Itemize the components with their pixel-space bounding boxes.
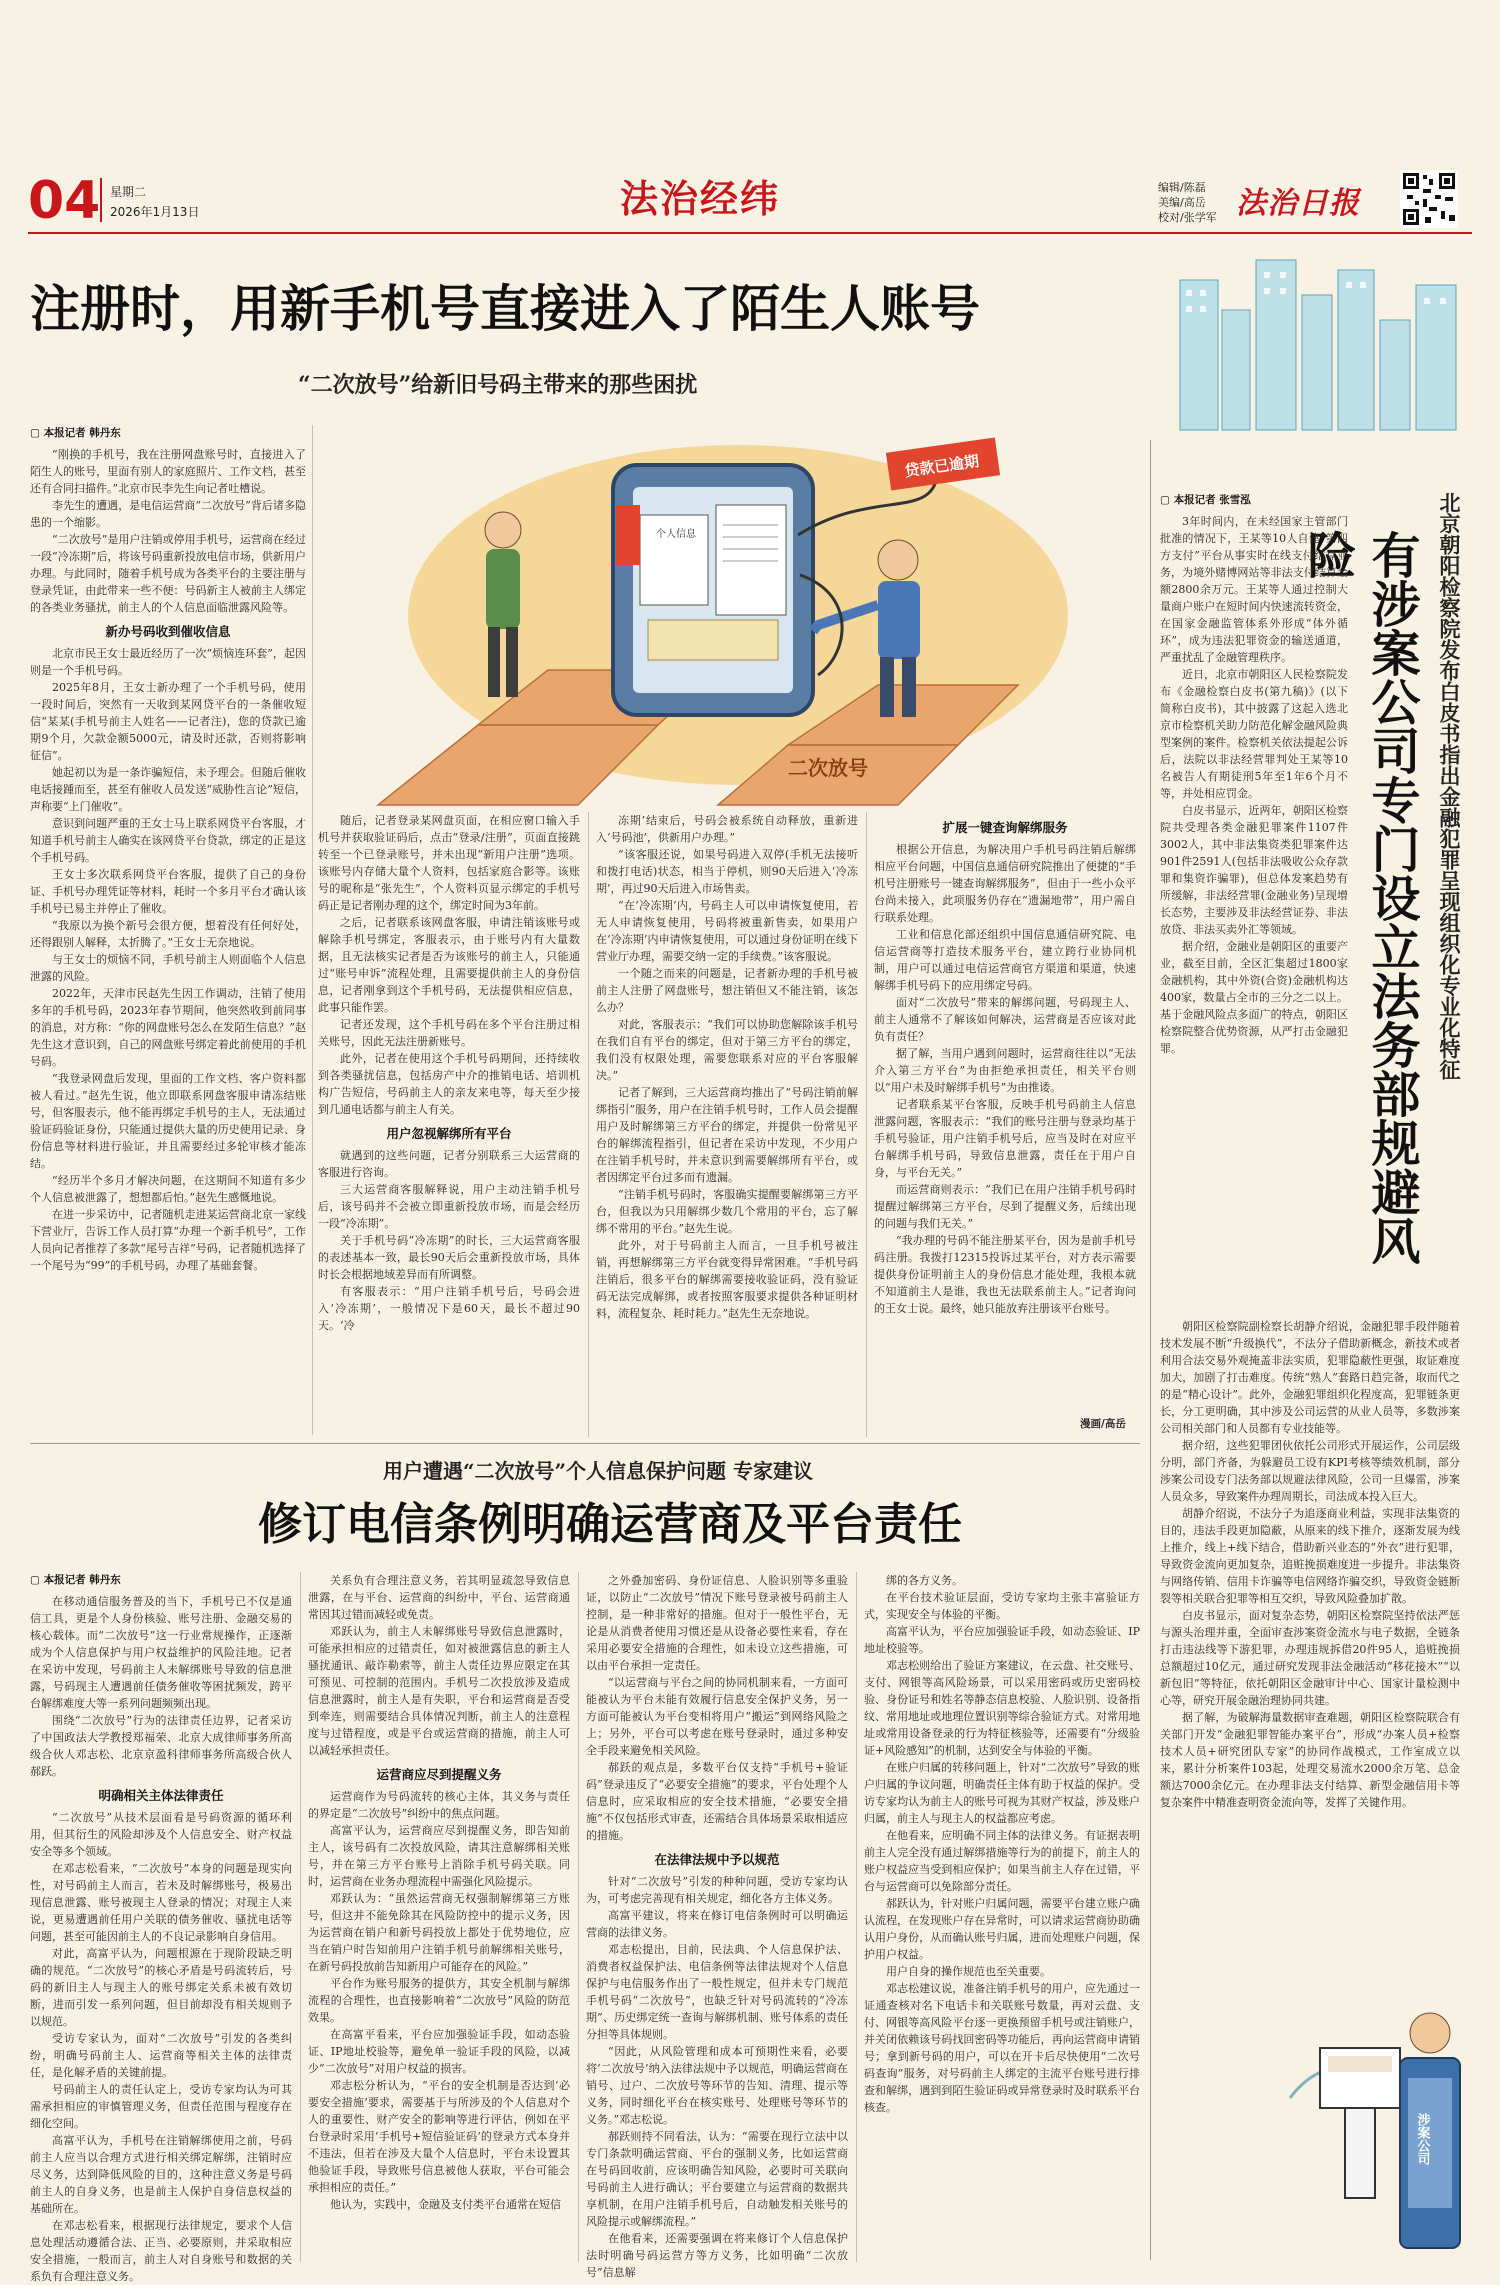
paragraph: 在账户归属的转移问题上，针对“二次放号”导致的账户归属的争议问题，明确责任主体有助于权益的保护。受访专家均认为前主人的账号可视为其财产权益，涉及账户归属，前主人与现主人的权益都应考虑。 bbox=[864, 1761, 1140, 1825]
article1-col3 bbox=[596, 812, 858, 1437]
paragraph: 据了解，为破解海量数据审查难题，朝阳区检察院联合有关部门开发“金融犯罪智能办案平台”，形成“办案人员+检察技术人员+研究团队专家”的协同作战模式，工作室成立以来，累计分析案件103起，处理交易流水2000余万笔、总金额达7000余亿元。在办理非法支付结算、新型金融信用卡等复杂案件中精准查明资金流向等，发挥了关键作用。 bbox=[1160, 1711, 1460, 1809]
paragraph: 关系负有合理注意义务，若其明显疏忽导致信息泄露，在与平台、运营商的纠纷中，平台、运营商通常因其过错而减轻或免责。 bbox=[308, 1574, 570, 1621]
article1-byline: ▢ 本报记者 韩丹东 bbox=[30, 427, 121, 439]
paragraph: “因此，从风险管理和成本可预期性来看，必要将‘二次放号’纳入法律法规中予以规范，明确运营商在销号、过户、二次放号等环节的告知、清理、提示等义务，同时细化平台在核实账号、处理账号等环节的义务。”邓志松说。 bbox=[586, 2045, 848, 2126]
paragraph: 此外，记者在使用这个手机号码期间，还持续收到各类骚扰信息，包括房产中介的推销电话、培训机构广告短信，号码前主人的亲友来电等，每天至少接到几通电话都与前主人有关。 bbox=[318, 1052, 580, 1116]
article1-col4 bbox=[874, 812, 1136, 1412]
paragraph: 在他看来，还需要强调在将来修订个人信息保护法时明确号码运营方等方义务，比如明确“二次放号”信息解 bbox=[586, 2232, 848, 2279]
vertical-rule bbox=[100, 178, 102, 222]
paragraph: “二次放号”是用户注销或停用手机号，运营商在经过一段“冷冻期”后，将该号码重新投放电信市场，供新用户办理。与此同时，随着手机号成为各类平台的主要注册与登录凭证，由此带来一些不便：号码新主人被前主人绑定的各类业务骚扰，前主人的个人信息面临泄露风险等。 bbox=[30, 533, 306, 614]
paragraph: 邓志松分析认为，“平台的安全机制是否达到‘必要安全措施’要求，需要基于与所涉及的个人信息对个人的重要性、财产安全的影响等进行评估，例如在平台登录时采用‘手机号+短信验证码’的登录方式本身并不违法，但若在涉及大量个人信息时，平台未设置其他验证手段，导致账号信息被他人获取，平台可能会承担相应的责任。” bbox=[308, 2079, 570, 2194]
paragraph: 记者还发现，这个手机号码在多个平台注册过相关账号，因此无法注册新账号。 bbox=[318, 1018, 580, 1048]
paragraph: 此外，对于号码前主人而言，一旦手机号被注销，再想解绑第三方平台就变得异常困难。“手机号码注销后，很多平台的解绑需要接收验证码，没有验证码无法完成解绑，或者按照客服要求提供各种证明材料，流程复杂、耗时耗力。”赵先生无奈地说。 bbox=[596, 1239, 858, 1320]
column-divider bbox=[312, 425, 313, 1435]
paragraph: 王女士多次联系网贷平台客服，提供了自己的身份证、手机号办理凭证等材料，耗时一个多月平台才确认该手机号已易主并停止了催收。 bbox=[30, 868, 306, 915]
paragraph: 郝跃的观点是，多数平台仅支持“手机号+验证码”登录违反了“必要安全措施”的要求，平台处理个人信息时，应采取相应的安全技术措施，“必要安全措施”不仅包括形式审查，还需结合具体场景采取相适应的措施。 bbox=[586, 1761, 848, 1842]
article2-byline: ▢ 本报记者 韩丹东 bbox=[30, 1574, 121, 1586]
paragraph: 白皮书显示，近两年，朝阳区检察院共受理各类金融犯罪案件1107件3002人，其中非法集资类犯罪案件达901件2591人(包括非法吸收公众存款罪和集资诈骗罪)，但总体发案趋势有所缓解，非法经营罪(金融业务)呈现增长态势，主要涉及非法经营证券、非法放贷、非法买卖外汇等领域。 bbox=[1160, 804, 1348, 936]
subheading: 运营商应尽到提醒义务 bbox=[376, 1767, 502, 1782]
paragraph: 高富平认为，平台应加强验证手段，如动态验证、IP地址校验等。 bbox=[864, 1625, 1140, 1655]
paragraph: “经历半个多月才解决问题，在这期间不知道有多少个人信息被泄露了，想想都后怕。”赵先生感慨地说。 bbox=[30, 1174, 306, 1204]
column-divider bbox=[866, 812, 867, 1437]
paragraph: 随后，记者登录某网盘页面，在相应窗口输入手机号并获取验证码后，点击“登录/注册”，页面直接跳转至一个已登录账号，并未出现“新用户注册”选项。该账号内存储大量个人资料，包括家庭合影等。该账号的昵称是“张先生”，个人资料页显示绑定的手机号码正是记者刚办理的这个，绑定时间为3年前。 bbox=[318, 814, 580, 912]
illustration-form-label: 个人信息 bbox=[656, 529, 696, 540]
paragraph: 在平台技术验证层面，受访专家均主张丰富验证方式，实现安全与体验的平衡。 bbox=[864, 1591, 1140, 1621]
column-divider bbox=[588, 812, 589, 1437]
column-divider bbox=[300, 1572, 301, 2262]
paragraph: 根据公开信息，为解决用户手机号码注销后解绑相应平台问题，中国信息通信研究院推出了便捷的“手机号注册账号一键查询解绑服务”，但由于一些小众平台尚未接入，此项服务仍存在“遗漏地带”，用户需自行联系处理。 bbox=[874, 843, 1136, 924]
paragraph: 号码前主人的责任认定上，受访专家均认为可其需承担相应的审慎管理义务，但责任范围与程度存在细化空间。 bbox=[30, 2083, 292, 2130]
paragraph: “该客服还说，如果号码进入双停(手机无法接听和拨打电话)状态，相当于停机，则90天后进入‘冷冻期’，再过90天后进入市场售卖。 bbox=[596, 848, 858, 895]
subheading: 用户忽视解绑所有平台 bbox=[386, 1126, 512, 1141]
paragraph: “刚换的手机号，我在注册网盘账号时，直接进入了陌生人的账号，里面有别人的家庭照片、工作文档，甚至还有合同扫描件。”北京市民李先生向记者吐槽说。 bbox=[30, 448, 306, 495]
article2-col1 bbox=[30, 1572, 292, 2283]
seal-label: 涉案公司 bbox=[1414, 2113, 1430, 2165]
paragraph: 在邓志松看来，根据现行法律规定，要求个人信息处理活动遵循合法、正当、必要原则，并采取相应安全措施，一般而言，前主人对自身账号和数据的关系负有合理注意义务。 bbox=[30, 2219, 292, 2283]
paragraph: 他认为，实践中，金融及支付类平台通常在短信 bbox=[330, 2198, 561, 2211]
paragraph: 就遇到的这些问题，记者分别联系三大运营商的客服进行咨询。 bbox=[318, 1149, 580, 1179]
paragraph: “我登录网盘后发现，里面的工作文档、客户资料都被人看过。”赵先生说，他立即联系网盘客服申请冻结账号，但客服表示，他不能再绑定手机号的主人，无法通过验证码验证身份，只能通过提供大量的历史使用记录、身份信息等材料进行验证，并且需要经过多轮审核才能冻结。 bbox=[30, 1072, 306, 1170]
section-title: 法治经纬 bbox=[620, 177, 781, 221]
paragraph: 据了解，当用户遇到问题时，运营商往往以“无法介入第三方平台”为由拒绝承担责任，相关平台则以“用户未及时解绑手机号”为由推诿。 bbox=[874, 1047, 1136, 1094]
paragraph: 朝阳区检察院副检察长胡静介绍说，金融犯罪手段伴随着技术发展不断“升级换代”，不法分子借助新概念，新技术或者利用合法交易外观掩盖非法实质，犯罪隐蔽性更强，取证难度加大，加剧了打击难度。传统“熟人”套路日趋完备，取而代之的是“精心设计”。此外，金融犯罪组织化程度高，犯罪链条更长，分工更明确，其中涉及公司运营的从业人员等，多数涉案公司相关部门和人员都有专业技能等。 bbox=[1160, 1320, 1460, 1435]
paragraph: 北京市民王女士最近经历了一次“烦恼连环套”，起因则是一个手机号码。 bbox=[30, 647, 306, 677]
paragraph: 郝跃则持不同看法，认为：“需要在现行立法中以专门条款明确运营商、平台的强制义务，比如运营商在号码回收前，应该明确告知风险，必要时可关联向号码前主人进行确认；平台要建立与运营商的数据共享机制，在用户注销手机号后，自动触发相关账号的风险提示或解绑流程。” bbox=[586, 2130, 848, 2228]
paragraph: 邓跃认为：“虽然运营商无权强制解绑第三方账号，但这并不能免除其在风险防控中的提示义务，因为运营商在销户和新号码投放上都处于优势地位，应当在销户时告知前用户注销手机号前解绑相关账号，在新号码投放前告知新用户可能存在的风险。” bbox=[308, 1892, 570, 1973]
paragraph: 工业和信息化部还组织中国信息通信研究院、电信运营商等打造技术服务平台，建立跨行业协同机制，用户可以通过电信运营商官方渠道和渠道，快速解绑手机号码下的应用绑定号码。 bbox=[874, 928, 1136, 992]
paragraph: 关于手机号码“冷冻期”的时长，三大运营商客服的表述基本一致，最长90天后会重新投放市场，具体时长会根据地域差异而有所调整。 bbox=[318, 1234, 580, 1281]
paragraph: “在‘冷冻期’内，号码主人可以申请恢复使用，若无人申请恢复使用，号码将被重新售卖，如果用户在‘冷冻期’内申请恢复使用，可以通过身份证明在线下营业厅办理，需要交纳一定的手续费。”该客服说。 bbox=[596, 899, 858, 963]
article2-kicker: 用户遭遇“二次放号”个人信息保护问题 专家建议 bbox=[383, 1459, 813, 1483]
paragraph: 3年时间内，在未经国家主管部门批准的情况下，王某等10人自建“第四方支付”平台从事实时在线支付结算业务，为境外赌博网站等非法支付结算金额2800余万元。王某等人通过控制大量商户账户在短时间内快速流转资金，在国家金融监管体系外形成“体外循环”，成为违法犯罪资金的输送通道，严重扰乱了金融管理秩序。 bbox=[1160, 515, 1348, 664]
newspaper-logo: 法治日报 bbox=[1236, 186, 1360, 221]
article3-body-bottom bbox=[1160, 1318, 1460, 1928]
byline-text: 本报记者 韩丹东 bbox=[43, 427, 121, 439]
article3-byline: ▢ 本报记者 张雪泓 bbox=[1160, 494, 1251, 506]
article3-body-top bbox=[1160, 492, 1348, 1312]
paragraph: 之后，记者联系该网盘客服，申请注销该账号或解除手机号绑定，客服表示，由于账号内有大量数据，且无法核实记者是否为该账号的前主人，只能通过“账号申诉”流程处理，且需要提供前主人的身份信息，记者刚拿到这个手机号码，无法提供相应信息，此事只能作罢。 bbox=[318, 916, 580, 1014]
subheading: 新办号码收到催收信息 bbox=[105, 624, 231, 639]
subheading: 明确相关主体法律责任 bbox=[98, 1788, 224, 1803]
article1-col2 bbox=[318, 812, 580, 1437]
paragraph: 2022年，天津市民赵先生因工作调动，注销了使用多年的手机号码，2023年春节期间，他突然收到前同事的消息，对方称：“你的网盘账号怎么在发陌生信息？”赵先生这才意识到，自己的网盘账号绑定着此前使用的手机号码。 bbox=[30, 987, 306, 1068]
paragraph: “以运营商与平台之间的协同机制来看，一方面可能被认为平台未能有效履行信息安全保护义务，另一方面可能被认为平台变相将用户“搬运”到网络风险之上；另外，平台可以考虑在账号登录时，通过多种安全手段来避免相关风险。 bbox=[586, 1676, 848, 1757]
article3-title-vertical: 有涉案公司专门设立法务部规避风险 bbox=[1300, 530, 1421, 1265]
paragraph: “我办理的号码不能注册某平台，因为是前手机号码注册。我拨打12315投诉过某平台，对方表示需要提供身份证明前主人的身份信息才能处理，我根本就不知道前主人是谁，我也无法联系前主人。”记者询问的王女士说。最终，她只能放弃注册该平台账号。 bbox=[874, 1234, 1136, 1315]
editor-line: 编辑/陈磊 bbox=[1158, 181, 1206, 194]
paragraph: 记者了解到，三大运营商均推出了“号码注销前解绑指引”服务，用户在注销手机号时，工作人员会提醒用户及时解绑第三方平台的绑定，并提供一份常见平台的解绑流程指引，但记者在采访中发现，不少用户在注销手机号时，并未意识到需要解绑所有平台，或者因绑定平台过多而有遗漏。 bbox=[596, 1086, 858, 1184]
editor-line: 美编/高岳 bbox=[1158, 196, 1206, 209]
paragraph: 邓跃认为，前主人未解绑账号导致信息泄露时，可能承担相应的过错责任，如对被泄露信息的新主人骚扰通讯、敲诈勒索等，前主人责任边界应限定在其可预见、可控制的范围内。手机号二次投放涉及造成信息泄露时，前主人是有失职，平台和运营商是否受到牵连，则需要结合具体情况判断，前主人的注意程度与过错程度，或是平台或运营商的措施，前主人可以减轻承担责任。 bbox=[308, 1625, 570, 1757]
paragraph: 有客服表示：“用户注销手机号后，号码会进入‘冷冻期’，一般情况下是60天，最长不超过90天。‘冷 bbox=[318, 1285, 580, 1332]
article2-col2 bbox=[308, 1572, 570, 2262]
paragraph: 一个随之而来的问题是，记者新办理的手机号被前主人注册了网盘账号，想注销但又不能注销，该怎么办？ bbox=[596, 967, 858, 1014]
column-divider bbox=[578, 1572, 579, 2262]
cartoon-illustration bbox=[318, 425, 1133, 805]
qr-code-icon bbox=[1400, 170, 1458, 228]
article1-subtitle: “二次放号”给新旧号码主带来的那些困扰 bbox=[298, 372, 698, 398]
paragraph: 面对“二次放号”带来的解绑问题，号码现主人、前主人通常不了解该如何解决，运营商是否应该对此负有责任？ bbox=[874, 996, 1136, 1043]
paragraph: 用户自身的操作规范也至关重要。 bbox=[886, 1965, 1051, 1978]
date: 2026年1月13日 bbox=[110, 205, 200, 219]
paragraph: 胡静介绍说，不法分子为追逐商业利益，实现非法集资的目的，违法手段更加隐蔽，从原来的线下推介，逐渐发展为线上推介，线上+线下结合，借助新兴业态的“外衣”进行犯罪，导致资金流向更加复杂，追赃挽损难度进一步提升。非法集资与网络传销、信用卡诈骗等电信网络诈骗交织，导致资金链断裂等相关联合犯罪等相互交织，导致风险叠加扩散。 bbox=[1160, 1507, 1460, 1605]
paragraph: 2025年8月，王女士新办理了一个手机号码，使用一段时间后，突然有一天收到某网贷平台的一条催收短信“某某(手机号前主人姓名——记者注)，您的贷款已逾期9个月，欠款金额5000元，请及时还款，否则将影响征信”。 bbox=[30, 681, 306, 762]
paragraph: “二次放号”从技术层面看是号码资源的循环利用，但其衍生的风险却涉及个人信息安全、财产权益安全等多个领域。 bbox=[30, 1811, 292, 1858]
column-divider bbox=[1150, 440, 1151, 2260]
paragraph: 在移动通信服务普及的当下，手机号已不仅是通信工具，更是个人身份核验、账号注册、金融交易的核心载体。而“二次放号”这一行业常规操作，正逐渐成为个人信息保护与用户权益维护的风险洼地。记者在采访中发现，号码前主人未解绑账号导致的信息泄露，号码现主人遭遇前任债务催收等困扰频发，跨平台解绑难度大等一系列问题频频出现。 bbox=[30, 1595, 292, 1710]
paragraph: 白皮书显示，面对复杂态势，朝阳区检察院坚持依法严惩与源头治理并重，全面审查涉案资金流水与电子数据，全链条打击违法线等下游犯罪，办理违规拆借20件95人，追赃挽损总额超过10亿元，通过研究发现非法金融活动“移花接木”“以新包旧”等特征，依托朝阳区金融审计中心、国家计量检测中心等，研究开展金融治理协同共建。 bbox=[1160, 1609, 1460, 1707]
paragraph: 据介绍，这些犯罪团伙依托公司形式开展运作，公司层级分明，部门齐备，为躲避员工设有KPI考核等绩效机制，部分涉案公司设专门法务部以规避法律风险，公司一旦爆雷，涉案人员众多，导致案件办理周期长，司法成本投入巨大。 bbox=[1160, 1439, 1460, 1503]
paragraph: 绑的各方义务。 bbox=[886, 1574, 963, 1587]
illustration-credit: 漫画/高岳 bbox=[1080, 1418, 1126, 1430]
paragraph: 而运营商则表示：“我们已在用户注销手机号码时提醒过解绑第三方平台，尽到了提醒义务，后续出现的问题与我们无关。” bbox=[874, 1183, 1136, 1230]
paragraph: 邓志松则给出了验证方案建议，在云盘、社交账号、支付、网银等高风险场景，可以采用密码或历史密码校验、身份证号和姓名等静态信息校验、人脸识别、设备指纹、常用地址或地理位置识别等综合验证方式。对常用地址或常用设备登录的行为特征核验等，还需要有“分级验证+风险感知”的机制，达到安全与体验的平衡。 bbox=[864, 1659, 1140, 1757]
weekday: 星期二 bbox=[110, 185, 147, 199]
article1-title: 注册时，用新手机号直接进入了陌生人账号 bbox=[30, 280, 980, 338]
article3-kicker-vertical: 北京朝阳检察院发布白皮书指出金融犯罪呈现组织化专业化特征 bbox=[1437, 492, 1461, 1080]
paragraph: 邓志松提出，目前，民法典、个人信息保护法、消费者权益保护法、电信条例等法律法规对个人信息保护与电信服务作出了一般性规定，但并未专门规范手机号码“二次放号”，也缺乏针对号码流转的“冷冻期”、历史绑定统一查询与解绑机制、账号体系的责任分担等具体规则。 bbox=[586, 1943, 848, 2041]
article2-col4 bbox=[864, 1572, 1140, 2262]
article1-col1 bbox=[30, 425, 306, 1435]
paragraph: 高富平认为，手机号在注销解绑使用之前，号码前主人应当以合理方式进行相关绑定解绑，注销时应尽义务，达到降低风险的目的，这种注意义务是号码前主人的自身义务，也是前主人保护自身信息权益的基础所在。 bbox=[30, 2134, 292, 2215]
paragraph: 运营商作为号码流转的核心主体，其义务与责任的界定是“二次放号”纠纷中的焦点问题。 bbox=[308, 1790, 570, 1820]
paragraph: 郝跃认为，针对账户归属问题，需要平台建立账户确认流程，在发现账户存在异常时，可以请求运营商协助确认用户身份，从而确认账号归属，进而处理账户问题，保护用户权益。 bbox=[864, 1897, 1140, 1961]
byline-text: 本报记者 韩丹东 bbox=[43, 1574, 121, 1586]
paragraph: 对此，高富平认为，问题根源在于现阶段缺乏明确的规范。“二次放号”的核心矛盾是号码流转后，号码的新旧主人与现主人的账号绑定关系未被有效切断，进而引发一系列问题，但目前却没有相关规则予以规范。 bbox=[30, 1947, 292, 2028]
article2-title: 修订电信条例明确运营商及平台责任 bbox=[258, 1499, 962, 1550]
paragraph: “注销手机号码时，客服确实提醒要解绑第三方平台，但我以为只用解绑少数几个常用的平台，忘了解绑不常用的平台。”赵先生说。 bbox=[596, 1188, 858, 1235]
skyline-illustration bbox=[1160, 240, 1472, 430]
subheading: 在法律法规中予以规范 bbox=[654, 1852, 780, 1867]
paragraph: 记者联系某平台客服，反映手机号码前主人信息泄露问题，客服表示：“我们的账号注册与登录均基于手机号验证，用户注销手机号后，应当及时在对应平台解绑手机号码，导致信息泄露，责任在于用户自身，与平台无关。” bbox=[874, 1098, 1136, 1179]
paragraph: 邓志松建议说，准备注销手机号的用户，应先通过一证通查核对名下电话卡和关联账号数量，再对云盘、支付、网银等高风险平台逐一更换预留手机号或注销账户，并关闭依赖该号码找回密码等功能后，再向运营商申请销号；拿到新号码的用户，可以在开卡后尽快使用“二次号码查询”服务，对号码前主人绑定的主流平台账号进行排查和解绑，遇到到陌生验证码或异常登录时及时联系平台核查。 bbox=[864, 1982, 1140, 2114]
paragraph: 高富平建议，将来在修订电信条例时可以明确运营商的法律义务。 bbox=[586, 1909, 848, 1939]
paragraph: 平台作为账号服务的提供方，其安全机制与解绑流程的合理性，也直接影响着“二次放号”风险的防范效果。 bbox=[308, 1977, 570, 2024]
article-separator bbox=[30, 1443, 1140, 1444]
paragraph: 李先生的遭遇，是电信运营商“二次放号”背后诸多隐患的一个缩影。 bbox=[30, 499, 306, 529]
subheading: 扩展一键查询解绑服务 bbox=[942, 820, 1068, 835]
paragraph: 在邓志松看来，“二次放号”本身的问题是现实向性，对号码前主人而言，若未及时解绑账号，极易出现信息泄露、账号被现主人登录的情况；对现主人来说，更易遭遇前任用户关联的债务催收、骚扰电话等问题，甚至可能因前主人的不良记录影响自身信用。 bbox=[30, 1862, 292, 1943]
seal-illustration bbox=[1290, 1938, 1472, 2258]
paragraph: 在他看来，应明确不同主体的法律义务。有证据表明前主人完全没有通过解绑措施等行为的前提下，前主人的账户权益应当受到相应保护；如果当前主人存在过错，平台与运营商可以免除部分责任。 bbox=[864, 1829, 1140, 1893]
paragraph: 三大运营商客服解释说，用户主动注销手机号后，该号码并不会被立即重新投放市场，而是会经历一段“冷冻期”。 bbox=[318, 1183, 580, 1230]
paragraph: 受访专家认为，面对“二次放号”引发的各类纠纷，明确号码前主人、运营商等相关主体的法律责任，是化解矛盾的关键前提。 bbox=[30, 2032, 292, 2079]
page-number: 04 bbox=[28, 171, 101, 231]
paragraph: 针对“二次放号”引发的种种问题，受访专家均认为，可考虑完善现有相关规定，细化各方主体义务。 bbox=[586, 1875, 848, 1905]
paragraph: 她起初以为是一条诈骗短信，未予理会。但随后催收电话接踵而至，甚至有催收人员发送“威胁性言论”短信，声称要“上门催收”。 bbox=[30, 766, 306, 813]
header-rule bbox=[28, 232, 1472, 234]
paragraph: 冻期’结束后，号码会被系统自动释放，重新进入‘号码池’，供新用户办理。” bbox=[596, 814, 858, 844]
paragraph: 意识到问题严重的王女士马上联系网贷平台客服，才知道手机号前主人确实在该网贷平台贷款，绑定的正是这个手机号码。 bbox=[30, 817, 306, 864]
paragraph: 与王女士的烦恼不同，手机号前主人则面临个人信息泄露的风险。 bbox=[30, 953, 306, 983]
column-divider bbox=[856, 1572, 857, 2262]
paragraph: 高富平认为，运营商应尽到提醒义务，即告知前主人，该号码有二次投放风险，请其注意解绑相关账号，并在第三方平台账号上消除手机号码关联。同时，运营商在业务办理流程中需强化风险提示。 bbox=[308, 1824, 570, 1888]
paragraph: 在进一步采访中，记者随机走进某运营商北京一家线下营业厅，告诉工作人员打算“办理一个新手机号”，工作人员向记者推荐了多款“尾号吉祥”号码，记者随机选择了一个尾号为“99”的手机号码，办理了基础套餐。 bbox=[30, 1208, 306, 1272]
editor-line: 校对/张学军 bbox=[1158, 211, 1217, 224]
paragraph: “我原以为换个新号会很方便，想着没有任何好处，还得跟别人解释，太折腾了。”王女士无奈地说。 bbox=[30, 919, 306, 949]
paragraph: 对此，客服表示：“我们可以协助您解除该手机号在我们自有平台的绑定，但对于第三方平台的绑定，我们没有权限处理，需要您联系对应的平台客服解决。” bbox=[596, 1018, 858, 1082]
paragraph: 围绕“二次放号”行为的法律责任边界，记者采访了中国政法大学教授郑福荣、北京大成律师事务所高级合伙人邓志松、北京京盈科律师事务所高级合伙人郝跃。 bbox=[30, 1714, 292, 1778]
illustration-sign: 贷款已逾期 bbox=[903, 452, 981, 481]
editors bbox=[1158, 180, 1217, 225]
paragraph: 之外叠加密码、身份证信息、人脸识别等多重验证，以防止“二次放号”情况下账号登录被号码前主人控制，是一种非常好的措施。但对于一般性平台，无论是从消费者使用习惯还是从设备必要性来看，存在采用必要安全措施的合理性，如未设立这些措施，可以由平台承担一定责任。 bbox=[586, 1574, 848, 1672]
paragraph: 近日，北京市朝阳区人民检察院发布《金融检察白皮书(第九稿)》(以下简称白皮书)，其中披露了这起入选北京市检察机关助力防范化解金融风险典型案例的案件。检察机关依法提起公诉后，法院以非法经营罪判处王某等10名被告人有期徒刑5年至1年6个月不等，并处相应罚金。 bbox=[1160, 668, 1348, 800]
paragraph: 据介绍，金融业是朝阳区的重要产业，截至目前，全区汇集超过1800家金融机构，其中外资(合资)金融机构达400家，数量占全市的三分之二以上。基于金融风险点多面广的特点，朝阳区检察院整合优势资源，从严打击金融犯罪。 bbox=[1160, 940, 1348, 1055]
byline-text: 本报记者 张雪泓 bbox=[1173, 494, 1251, 506]
illustration-label: 二次放号 bbox=[788, 756, 868, 780]
article2-col3 bbox=[586, 1572, 848, 2279]
paragraph: 在高富平看来，平台应加强验证手段，如动态验证、IP地址校验等，避免单一验证手段的风险，以减少“二次放号”对用户权益的损害。 bbox=[308, 2028, 570, 2075]
